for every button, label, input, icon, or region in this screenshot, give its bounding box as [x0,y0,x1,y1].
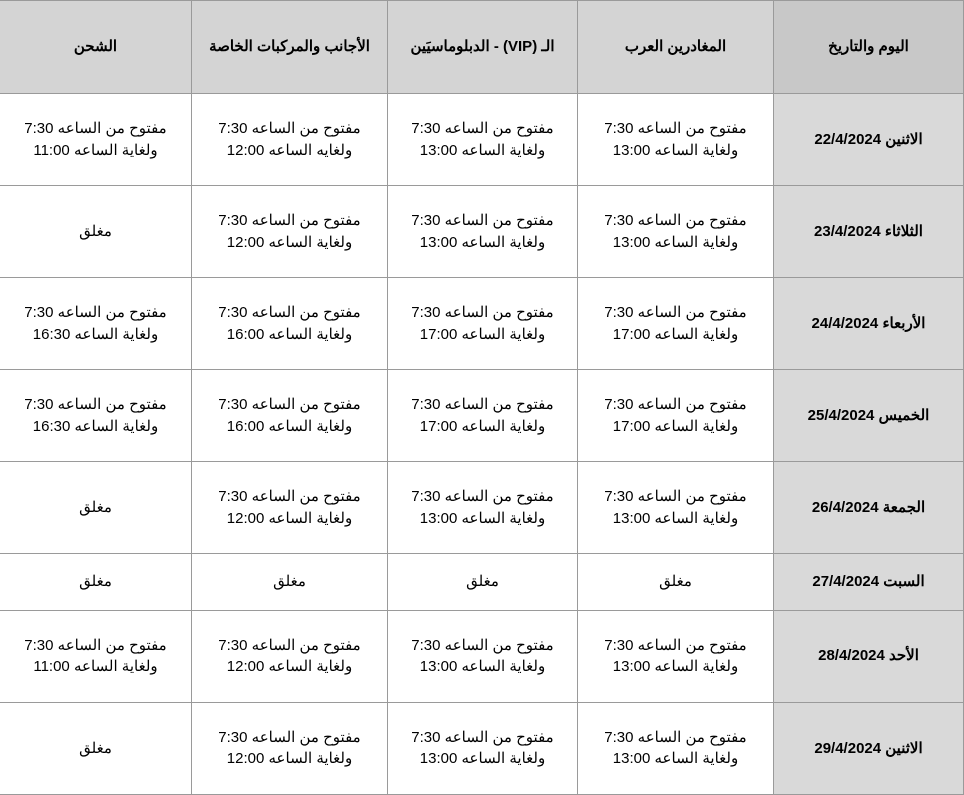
shipping-cell [0,610,192,702]
vip-value: مغلق [466,573,499,591]
shipping-cell [0,554,192,611]
arabs-cell [578,554,774,611]
table-row [0,186,964,278]
shipping-value: مغلق [79,498,112,516]
column-header-arabs [578,1,774,94]
table-row [0,702,964,794]
arabs-cell [578,94,774,186]
day-cell [774,610,964,702]
column-header-shipping-label: الشحن [73,38,118,56]
day-label: الأربعاء 24/4/2024 [811,314,926,332]
private-cell [192,186,388,278]
day-cell [774,186,964,278]
day-cell [774,554,964,611]
vip-cell [388,462,578,554]
day-label: الاثنين 29/4/2024 [814,739,923,757]
private-cell [192,370,388,462]
private-cell [192,94,388,186]
day-cell [774,462,964,554]
private-cell [192,554,388,611]
vip-cell [388,610,578,702]
day-label: الاثنين 22/4/2024 [814,130,923,148]
vip-value: مفتوح من الساعه 7:30 ولغاية الساعه 13:00 [411,728,554,768]
shipping-value: مفتوح من الساعه 7:30 ولغاية الساعه 11:00 [24,119,167,159]
arabs-cell [578,370,774,462]
table-row [0,554,964,611]
column-header-shipping [0,1,192,94]
table-header [0,1,964,94]
private-value: مفتوح من الساعه 7:30 ولغاية الساعه 12:00 [218,728,361,768]
day-cell [774,278,964,370]
column-header-day [774,1,964,94]
arabs-cell [578,702,774,794]
private-value: مفتوح من الساعه 7:30 ولغاية الساعه 16:00 [218,395,361,435]
shipping-value: مفتوح من الساعه 7:30 ولغاية الساعه 16:30 [24,395,167,435]
table-row [0,610,964,702]
day-label: الثلاثاء 23/4/2024 [814,222,923,240]
column-header-vip [388,1,578,94]
arabs-value: مفتوح من الساعه 7:30 ولغاية الساعه 17:00 [604,303,747,343]
arabs-value: مغلق [659,573,692,591]
private-value: مفتوح من الساعه 7:30 ولغاية الساعه 12:00 [218,487,361,527]
vip-cell [388,370,578,462]
vip-value: مفتوح من الساعه 7:30 ولغاية الساعه 13:00 [411,211,554,251]
shipping-cell [0,462,192,554]
day-label: الأحد 28/4/2024 [818,647,919,665]
arabs-value: مفتوح من الساعه 7:30 ولغاية الساعه 13:00 [604,487,747,527]
shipping-value: مغلق [79,573,112,591]
vip-value: مفتوح من الساعه 7:30 ولغاية الساعه 17:00 [411,395,554,435]
private-value: مفتوح من الساعه 7:30 ولغاية الساعه 12:00 [218,211,361,251]
arabs-value: مفتوح من الساعه 7:30 ولغاية الساعه 13:00 [604,728,747,768]
arabs-cell [578,610,774,702]
table-row [0,278,964,370]
vip-value: مفتوح من الساعه 7:30 ولغاية الساعه 13:00 [411,119,554,159]
private-value: مفتوح من الساعه 7:30 ولغايه الساعه 12:00 [218,119,361,159]
shipping-cell [0,278,192,370]
vip-cell [388,94,578,186]
table-row [0,94,964,186]
private-value: مفتوح من الساعه 7:30 ولغاية الساعه 16:00 [218,303,361,343]
arabs-cell [578,462,774,554]
arabs-cell [578,278,774,370]
private-value: مفتوح من الساعه 7:30 ولغاية الساعه 12:00 [218,636,361,676]
day-label: السبت 27/4/2024 [812,573,925,591]
vip-value: مفتوح من الساعه 7:30 ولغاية الساعه 17:00 [411,303,554,343]
day-label: الخميس 25/4/2024 [807,406,930,424]
column-header-private-label: الأجانب والمركبات الخاصة [209,38,370,56]
shipping-value: مفتوح من الساعه 7:30 ولغاية الساعه 11:00 [24,636,167,676]
arabs-value: مفتوح من الساعه 7:30 ولغاية الساعه 13:00 [604,119,747,159]
shipping-value: مغلق [79,222,112,240]
arabs-value: مفتوح من الساعه 7:30 ولغاية الساعه 13:00 [604,211,747,251]
column-header-arabs-label: المغادرين العرب [624,38,727,56]
day-cell [774,370,964,462]
column-header-day-label: اليوم والتاريخ [828,38,909,56]
arabs-cell [578,186,774,278]
shipping-value: مغلق [79,739,112,757]
arabs-value: مفتوح من الساعه 7:30 ولغاية الساعه 13:00 [604,636,747,676]
arabs-value: مفتوح من الساعه 7:30 ولغاية الساعه 17:00 [604,395,747,435]
table-body [0,94,964,795]
day-cell [774,94,964,186]
vip-value: مفتوح من الساعه 7:30 ولغاية الساعه 13:00 [411,636,554,676]
table-row [0,370,964,462]
private-cell [192,278,388,370]
table-row [0,462,964,554]
vip-cell [388,186,578,278]
shipping-cell [0,186,192,278]
vip-cell [388,278,578,370]
shipping-cell [0,702,192,794]
day-label: الجمعة 26/4/2024 [811,498,926,516]
private-cell [192,702,388,794]
shipping-cell [0,94,192,186]
column-header-private [192,1,388,94]
vip-cell [388,702,578,794]
shipping-value: مفتوح من الساعه 7:30 ولغاية الساعه 16:30 [24,303,167,343]
header-row [0,1,964,94]
day-cell [774,702,964,794]
private-cell [192,462,388,554]
shipping-cell [0,370,192,462]
column-header-vip-label: الـ (VIP) - الدبلوماسيَين [410,38,555,56]
private-value: مغلق [273,573,306,591]
vip-cell [388,554,578,611]
vip-value: مفتوح من الساعه 7:30 ولغاية الساعه 13:00 [411,487,554,527]
private-cell [192,610,388,702]
